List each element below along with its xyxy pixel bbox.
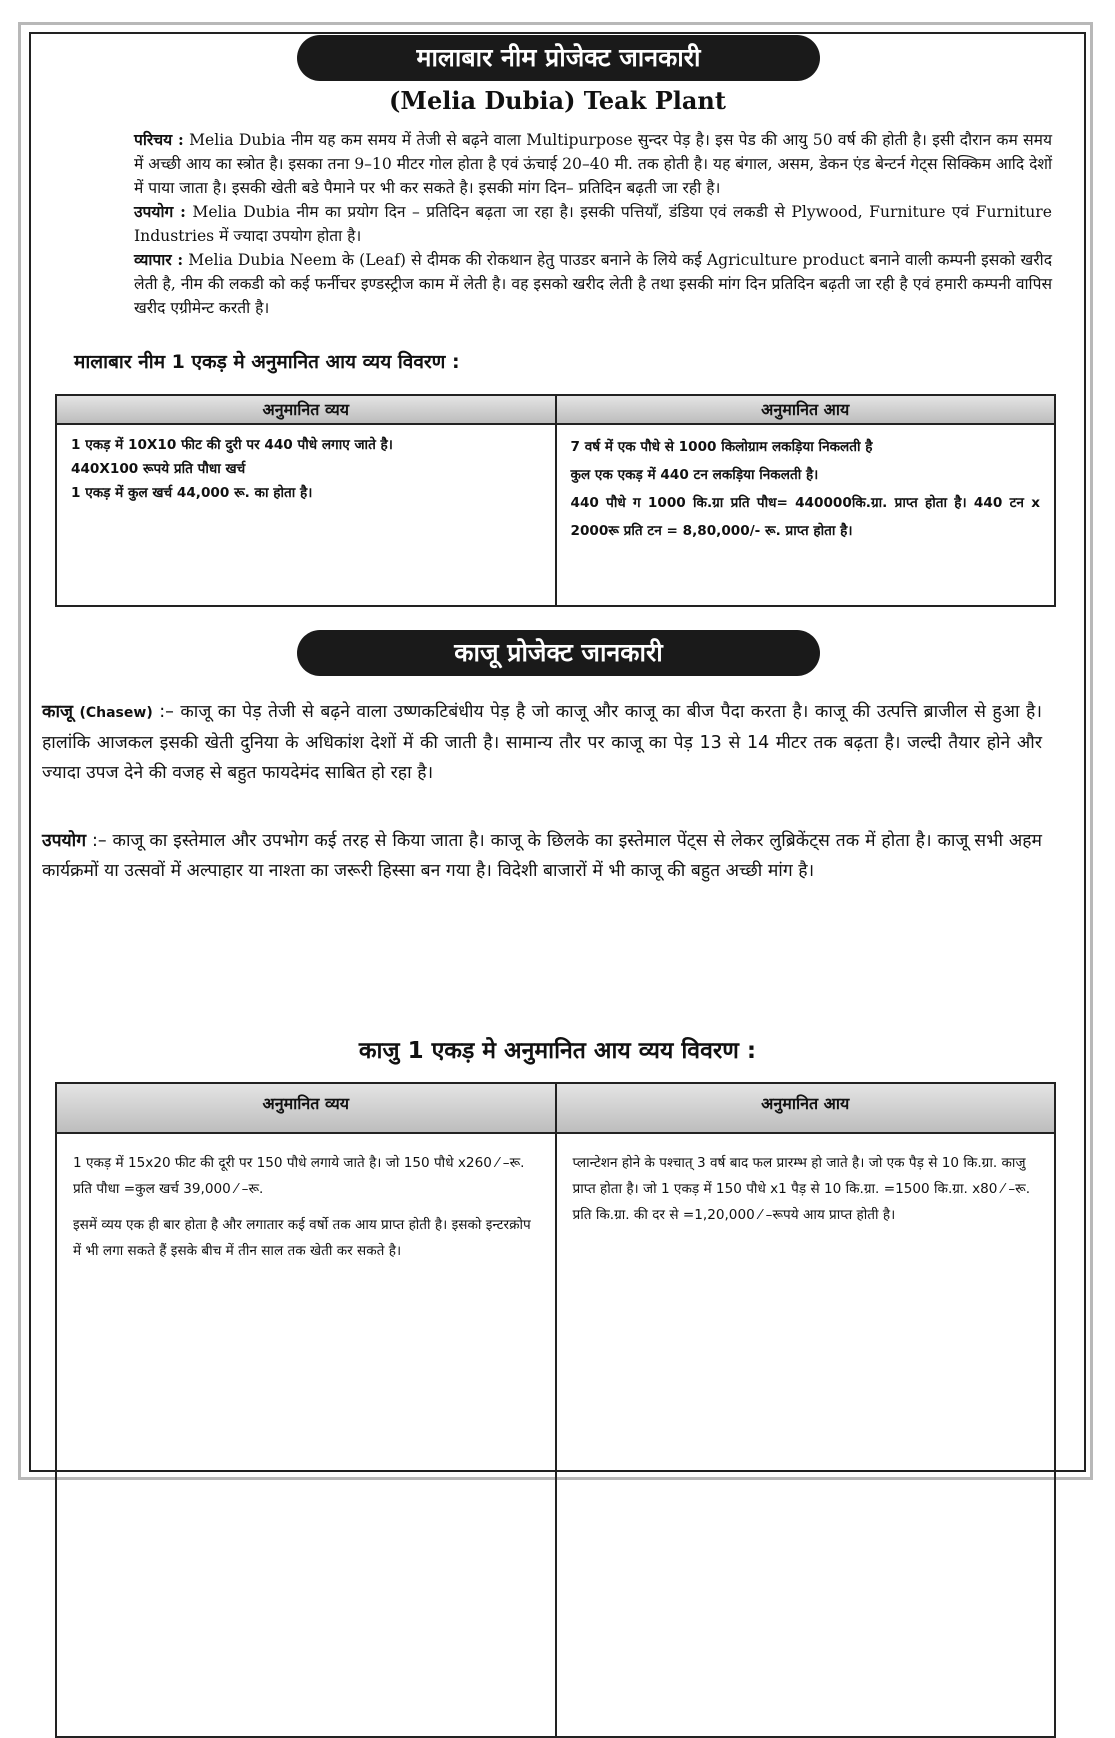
cashew-col-income-header: अनुमानित आय bbox=[556, 1083, 1056, 1133]
neem-title-banner: मालाबार नीम प्रोजेक्ट जानकारी bbox=[297, 35, 820, 81]
neem-income-cell bbox=[556, 424, 1056, 606]
neem-income-line: 440 पौधे ग 1000 कि.ग्रा प्रति पौध= 440000कि.ग्रा. प्राप्त होता है। 440 टन x 2000रू प्रति टन = 8,80,000/- रू. प्राप्त होता है। bbox=[570, 495, 1040, 539]
neem-use-text: Melia Dubia नीम का प्रयोग दिन – प्रतिदिन बढ़ता जा रहा है। इसकी पत्तियाँ, डंडिया एवं लकडी से Plywood, Furniture एवं Furniture Industries में ज्यादा उपयोग होता है। bbox=[134, 203, 1052, 245]
neem-expense-line: 1 एकड़ में कुल खर्च 44,000 रू. का होता है। bbox=[71, 485, 313, 501]
neem-intro-label: परिचय : bbox=[134, 130, 184, 149]
neem-use-paragraph bbox=[62, 200, 1052, 248]
neem-trade-text: Melia Dubia Neem के (Leaf) से दीमक की रोकथान हेतु पाउडर बनाने के लिये कई Agriculture product बनाने वाली कम्पनी इसको खरीद लेती है, नीम की लकडी को कई फर्नीचर इण्डस्ट्रीज काम में लेती है। वह इसको खरीद लेती है तथा इसकी मांग दिन प्रतिदिन बढ़ती जा रही है एवं हमारी कम्पनी वापिस खरीद एग्रीमेन्ट करती है। bbox=[134, 251, 1052, 317]
cashew-intro-paragraph bbox=[42, 697, 1042, 788]
cashew-intro-text: :– काजू का पेड़ तेजी से बढ़ने वाला उष्णकटिबंधीय पेड़ है जो काजू और काजू का बीज पैदा करता है। काजू की उत्पत्ति ब्राजील से हुआ है। हालांकि आजकल इसकी खेती दुनिया के अधिकांश देशों में की जाती है। सामान्य तौर पर काजू का पेड़ 13 से 14 मीटर तक बढ़ता है। जल्दी तैयार होने और ज्यादा उपज देने की वजह से बहुत फायदेमंद साबित हो रहा है। bbox=[42, 702, 1042, 783]
cashew-title-banner: काजू प्रोजेक्ट जानकारी bbox=[297, 630, 820, 676]
cashew-expense-paragraph: 1 एकड़ में 15x20 फीट की दूरी पर 150 पौधे लगाये जाते है। जो 150 पौधे x260 ⁄ –रू. प्रति पौधा =कुल खर्च 39,000 ⁄ –रू. bbox=[73, 1155, 525, 1197]
cashew-table-heading: काजु 1 एकड़ मे अनुमानित आय व्यय विवरण : bbox=[358, 1038, 757, 1064]
cashew-use-paragraph bbox=[42, 826, 1042, 886]
neem-income-line: कुल एक एकड़ में 440 टन लकड़िया निकलती है। bbox=[570, 467, 819, 483]
neem-subtitle: (Melia Dubia) Teak Plant bbox=[389, 86, 726, 115]
cashew-col-expense-header: अनुमानित व्यय bbox=[56, 1083, 556, 1133]
neem-table-heading: मालाबार नीम 1 एकड़ मे अनुमानित आय व्यय विवरण : bbox=[74, 351, 460, 373]
cashew-use-text: :– काजू का इस्तेमाल और उपभोग कई तरह से किया जाता है। काजू के छिलके का इस्तेमाल पेंट्स से लेकर लुब्रिकेंट्स तक में होता है। काजू सभी अहम कार्यक्रमों या उत्सवों में अल्पाहार या नाश्ता का जरूरी हिस्सा बन गया है। विदेशी बाजारों में भी काजू की बहुत अच्छी मांग है। bbox=[42, 831, 1042, 881]
neem-income-line: 7 वर्ष में एक पौधे से 1000 किलोग्राम लकड़िया निकलती है bbox=[570, 439, 873, 455]
cashew-use-label: उपयोग bbox=[42, 831, 87, 851]
neem-expense-line: 440X100 रूपये प्रति पौधा खर्च bbox=[71, 461, 246, 477]
cashew-expense-paragraph: इसमें व्यय एक ही बार होता है और लगातार कई वर्षो तक आय प्राप्त होती है। इसको इन्टरक्रोप में भी लगा सकते हैं इसके बीच में तीन साल तक खेती कर सकते है। bbox=[73, 1217, 531, 1259]
neem-expense-cell bbox=[56, 424, 556, 606]
cashew-income-expense-table bbox=[55, 1082, 1056, 1738]
cashew-income-paragraph: प्लान्टेशन होने के पश्चात् 3 वर्ष बाद फल प्रारम्भ हो जाते है। जो एक पैड़ से 10 कि.ग्रा. काजु प्राप्त होता है। जो 1 एकड़ में 150 पौधे x1 पैड़ से 10 कि.ग्रा. =1500 कि.ग्रा. x80 ⁄ –रू. प्रति कि.ग्रा. की दर से =1,20,000 ⁄ –रूपये आय प्राप्त होती है। bbox=[572, 1155, 1031, 1223]
cashew-intro-label: काजू bbox=[42, 702, 73, 722]
neem-use-label: उपयोग : bbox=[134, 202, 186, 221]
neem-trade-paragraph bbox=[62, 248, 1052, 320]
neem-description bbox=[62, 128, 1052, 320]
neem-expense-line: 1 एकड़ में 10X10 फीट की दुरी पर 440 पौधे लगाए जाते है। bbox=[71, 437, 393, 453]
neem-col-income-header: अनुमानित आय bbox=[556, 395, 1056, 424]
neem-income-expense-table bbox=[55, 394, 1056, 607]
neem-trade-label: व्यापार : bbox=[134, 250, 184, 269]
neem-intro-text: Melia Dubia नीम यह कम समय में तेजी से बढ़ने वाला Multipurpose सुन्दर पेड़ है। इस पेड की आयु 50 वर्ष की होती है। इसी दौरान कम समय में अच्छी आय का स्त्रोत है। इसका तना 9–10 मीटर गोल होता है एवं ऊंचाई 20–40 मी. तक होती है। यह बंगाल, असम, डेकन एंड बेन्टर्न गेट्स सिक्किम आदि देशों में पाया जाता है। इसकी खेती बडे पैमाने पर भी कर सकते है। इसकी मांग दिन– प्रतिदिन बढ़ती जा रही है। bbox=[134, 131, 1052, 197]
cashew-intro-label-en: (Chasew) bbox=[79, 705, 153, 721]
neem-col-expense-header: अनुमानित व्यय bbox=[56, 395, 556, 424]
cashew-income-cell bbox=[556, 1133, 1056, 1737]
cashew-expense-cell bbox=[56, 1133, 556, 1737]
neem-intro-paragraph bbox=[62, 128, 1052, 200]
